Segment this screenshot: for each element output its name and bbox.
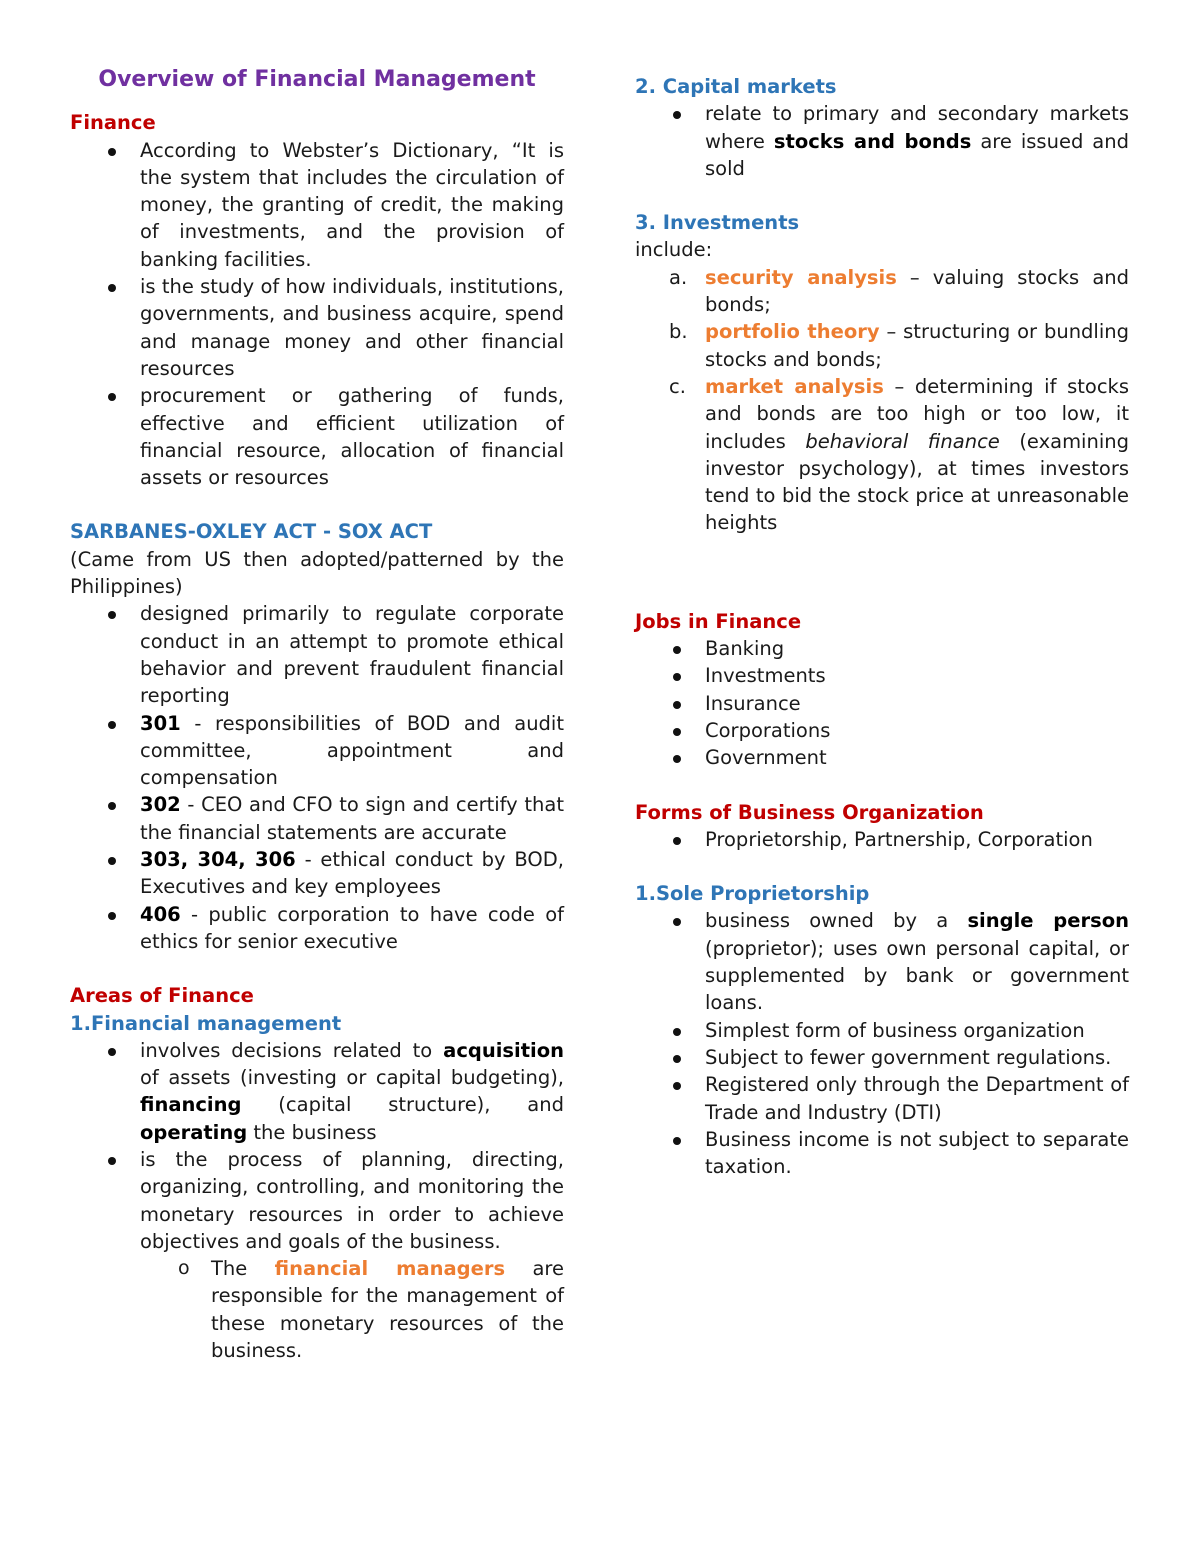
list-item: 301 - responsibilities of BOD and audit committee, appointment and compensation bbox=[70, 710, 564, 792]
list-item: Business income is not subject to separate taxation. bbox=[635, 1126, 1129, 1181]
investments-heading: 3. Investments bbox=[635, 211, 800, 235]
financial-managers-sublist bbox=[70, 1255, 564, 1364]
bullet-icon bbox=[673, 1137, 681, 1145]
list-item: procurement or gathering of funds, effective and efficient utilization of financial resource, allocation of financial assets or resources bbox=[70, 382, 564, 491]
list-item: Banking bbox=[635, 635, 1129, 662]
list-item: Subject to fewer government regulations. bbox=[635, 1044, 1129, 1071]
list-item: According to Webster’s Dictionary, “It is the system that includes the circulation of money, the granting of credit, the making of investments, and the provision of banking facilities. bbox=[70, 137, 564, 273]
capital-markets-heading: 2. Capital markets bbox=[635, 75, 837, 98]
list-item: Registered only through the Department of Trade and Industry (DTI) bbox=[635, 1071, 1129, 1126]
bullet-icon bbox=[108, 148, 116, 156]
list-item: Simplest form of business organization bbox=[635, 1017, 1129, 1044]
list-item: o The financial managers are responsible for the management of these monetary resources of the business. bbox=[178, 1257, 564, 1363]
bullet-icon bbox=[108, 1048, 116, 1056]
sox-list bbox=[70, 600, 564, 955]
bullet-icon bbox=[673, 1082, 681, 1090]
bullet-icon bbox=[673, 755, 681, 763]
jobs-heading: Jobs in Finance bbox=[635, 609, 802, 633]
bullet-icon bbox=[673, 701, 681, 709]
bullet-icon bbox=[108, 1157, 116, 1165]
section-number: 302 bbox=[140, 793, 181, 817]
list-item: 303, 304, 306 - ethical conduct by BOD, Executives and key employees bbox=[70, 846, 564, 901]
section-number: 301 bbox=[140, 711, 181, 735]
bullet-icon bbox=[673, 728, 681, 736]
list-item: Investments bbox=[635, 662, 1129, 689]
list-item: relate to primary and secondary markets where stocks and bonds are issued and sold bbox=[635, 100, 1129, 182]
section-number: 406 bbox=[140, 902, 181, 926]
finance-list bbox=[70, 137, 564, 492]
sox-intro: (Came from US then adopted/patterned by the Philippines) bbox=[70, 547, 564, 599]
bullet-icon bbox=[108, 802, 116, 810]
list-item: is the process of planning, directing, organizing, controlling, and monitoring the monetary resources in order to achieve objectives and goals of the business. bbox=[70, 1146, 564, 1255]
bullet-icon bbox=[673, 1028, 681, 1036]
finance-heading: Finance bbox=[70, 111, 156, 135]
bullet-icon bbox=[108, 721, 116, 729]
page-title: Overview of Financial Management bbox=[98, 67, 536, 92]
financial-management-heading: 1.Financial management bbox=[70, 1011, 342, 1035]
list-item: Government bbox=[635, 744, 1129, 771]
list-item: Insurance bbox=[635, 690, 1129, 717]
investments-list bbox=[635, 264, 1129, 537]
left-column bbox=[70, 62, 564, 1364]
bullet-icon bbox=[673, 918, 681, 926]
list-item: c. market analysis – determining if stocks and bonds are too high or too low, it includes behavioral finance (examining investor psychology), at times investors tend to bid the stock price at unreasonable heights bbox=[669, 374, 1129, 535]
sole-proprietorship-heading: 1.Sole Proprietorship bbox=[635, 882, 870, 906]
sole-proprietorship-list bbox=[635, 907, 1129, 1180]
bullet-icon bbox=[673, 111, 681, 119]
list-item: is the study of how individuals, institutions, governments, and business acquire, spend and manage money and other financial resources bbox=[70, 273, 564, 382]
investments-intro: include: bbox=[635, 238, 713, 262]
right-column bbox=[635, 62, 1129, 1180]
bullet-icon bbox=[108, 284, 116, 292]
list-item: involves decisions related to acquisition of assets (investing or capital budgeting), financing (capital structure), and operating the business bbox=[70, 1037, 564, 1146]
section-number: 303, 304, 306 bbox=[140, 848, 296, 872]
sox-heading: SARBANES-OXLEY ACT - SOX ACT bbox=[70, 520, 433, 544]
bullet-icon bbox=[673, 673, 681, 681]
capital-markets-list bbox=[635, 100, 1129, 182]
list-item: business owned by a single person (proprietor); uses own personal capital, or supplemented by bank or government loans. bbox=[635, 907, 1129, 1016]
financial-management-list bbox=[70, 1037, 564, 1255]
bullet-icon bbox=[108, 611, 116, 619]
forms-heading: Forms of Business Organization bbox=[635, 800, 984, 824]
list-item: 302 - CEO and CFO to sign and certify that the financial statements are accurate bbox=[70, 791, 564, 846]
bullet-icon bbox=[673, 1055, 681, 1063]
bullet-icon bbox=[108, 857, 116, 865]
areas-heading: Areas of Finance bbox=[70, 984, 254, 1008]
list-item: designed primarily to regulate corporate conduct in an attempt to promote ethical behavior and prevent fraudulent financial reporting bbox=[70, 600, 564, 709]
circle-bullet-icon: o bbox=[178, 1257, 190, 1280]
list-item: Proprietorship, Partnership, Corporation bbox=[635, 826, 1129, 853]
bullet-icon bbox=[673, 646, 681, 654]
bullet-icon bbox=[673, 837, 681, 845]
jobs-list bbox=[635, 635, 1129, 771]
list-item: b. portfolio theory – structuring or bundling stocks and bonds; bbox=[669, 320, 1129, 371]
forms-list bbox=[635, 826, 1129, 853]
bullet-icon bbox=[108, 393, 116, 401]
list-item: 406 - public corporation to have code of ethics for senior executive bbox=[70, 901, 564, 956]
list-item: Corporations bbox=[635, 717, 1129, 744]
list-item: a. security analysis – valuing stocks and bonds; bbox=[669, 265, 1130, 317]
bullet-icon bbox=[108, 912, 116, 920]
